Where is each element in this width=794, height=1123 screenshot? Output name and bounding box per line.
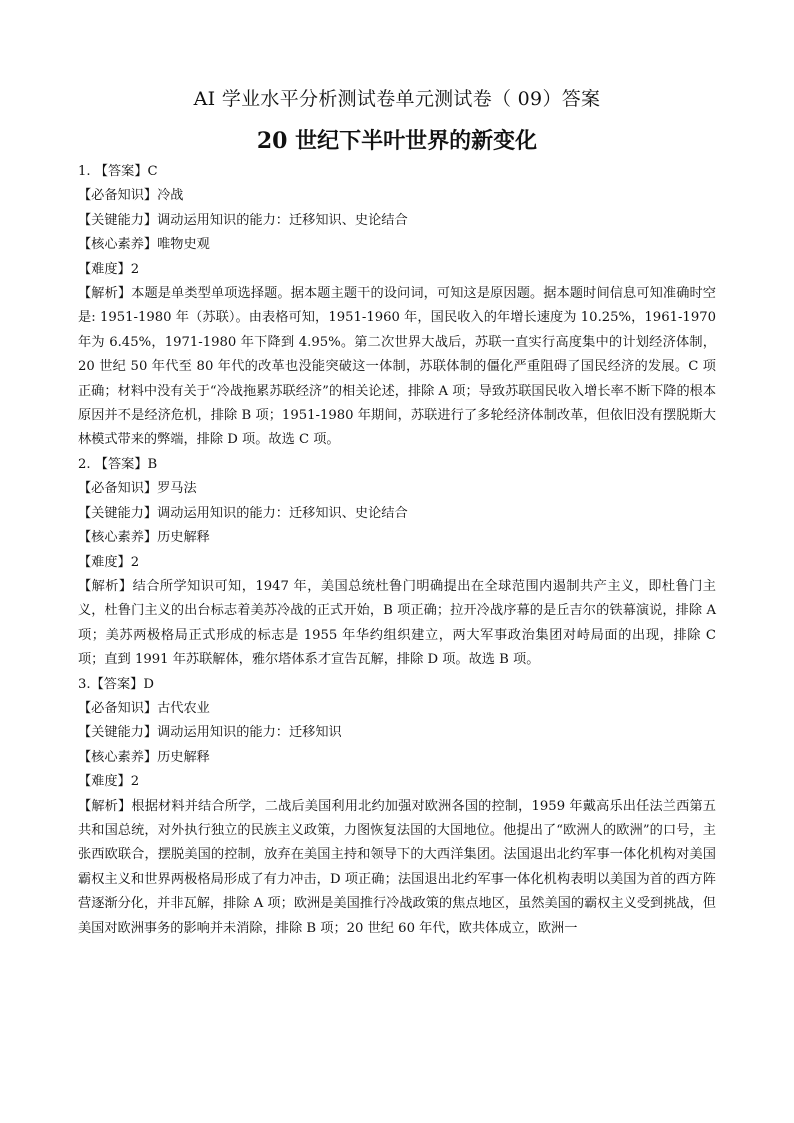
analysis-paragraph: 【解析】本题是单类型单项选择题。据本题主题干的设问词，可知这是原因题。据本题时间信息可知准确时空是: 1951-1980 年（苏联）。由表格可知，1951-1960 年，国民收入的年增长速度为 10.25%，1961-1970 年为 6.45%，1971-1980 年下降到 4.95%。第二次世界大战后，苏联一直实行高度集中的计划经济体制，20 世纪 50 年代至 80 年代的改革也没能突破这一体制，苏联体制的僵化严重阻碍了国民经济的发展。C 项正确；材料中没有关于“冷战拖累苏联经济”的相关论述，排除 A 项；导致苏联国民收入增长率不断下降的根本原因并不是经济危机，排除 B 项；1951-1980 年期间，苏联进行了多轮经济体制改革，但依旧没有摆脱斯大林模式带来的弊端，排除 D 项。故选 C 项。 bbox=[78, 286, 717, 448]
ability-line: 【关键能力】调动运用知识的能力：迁移知识 bbox=[78, 725, 342, 741]
question-2 bbox=[78, 453, 716, 673]
document-subtitle: 20 世纪下半叶世界的新变化 bbox=[256, 128, 538, 154]
difficulty-line: 【难度】2 bbox=[78, 554, 140, 570]
knowledge-line: 【必备知识】古代农业 bbox=[78, 700, 210, 716]
document-title: AI 学业水平分析测试卷单元测试卷（ 09）答案 bbox=[193, 88, 601, 110]
knowledge-line: 【必备知识】冷战 bbox=[78, 188, 184, 204]
answer-line: 3.【答案】D bbox=[78, 676, 154, 692]
literacy-line: 【核心素养】历史解释 bbox=[78, 749, 210, 765]
knowledge-line: 【必备知识】罗马法 bbox=[78, 481, 197, 497]
answer-line: 2. 【答案】B bbox=[78, 456, 158, 472]
question-1 bbox=[78, 160, 716, 453]
answer-line: 1. 【答案】C bbox=[78, 164, 158, 179]
analysis-paragraph: 【解析】结合所学知识可知，1947 年，美国总统杜鲁门明确提出在全球范围内遏制共产主义，即杜鲁门主义，杜鲁门主义的出台标志着美苏冷战的正式开始，B 项正确；拉开冷战序幕的是丘吉尔的铁幕演说，排除 A 项；美苏两极格局正式形成的标志是 1955 年华约组织建立，两大军事政治集团对峙局面的出现，排除 C 项；直到 1991 年苏联解体，雅尔塔体系才宣告瓦解，排除 D 项。故选 B 项。 bbox=[78, 578, 716, 668]
analysis-paragraph: 【解析】根据材料并结合所学，二战后美国利用北约加强对欧洲各国的控制，1959 年戴高乐出任法兰西第五共和国总统，对外执行独立的民族主义政策，力图恢复法国的大国地位。他提出了“欧洲人的欧洲”的口号，主张西欧联合，摆脱美国的控制，放弃在美国主持和领导下的大西洋集团。法国退出北约军事一体化机构对美国霸权主义和世界两极格局形成了有力冲击，D 项正确；法国退出北约军事一体化机构表明以美国为首的西方阵营逐渐分化，并非瓦解，排除 A 项；欧洲是美国推行冷战政策的焦点地区，虽然美国的霸权主义受到挑战，但美国对欧洲事务的影响并未消除，排除 B 项；20 世纪 60 年代，欧共体成立，欧洲一 bbox=[78, 798, 716, 936]
difficulty-line: 【难度】2 bbox=[78, 261, 140, 277]
question-3 bbox=[78, 673, 716, 941]
literacy-line: 【核心素养】历史解释 bbox=[78, 530, 210, 546]
difficulty-line: 【难度】2 bbox=[78, 774, 140, 790]
literacy-line: 【核心素养】唯物史观 bbox=[78, 237, 210, 253]
answers-content bbox=[78, 160, 716, 941]
ability-line: 【关键能力】调动运用知识的能力：迁移知识、史论结合 bbox=[78, 505, 408, 521]
ability-line: 【关键能力】调动运用知识的能力：迁移知识、史论结合 bbox=[78, 212, 408, 228]
